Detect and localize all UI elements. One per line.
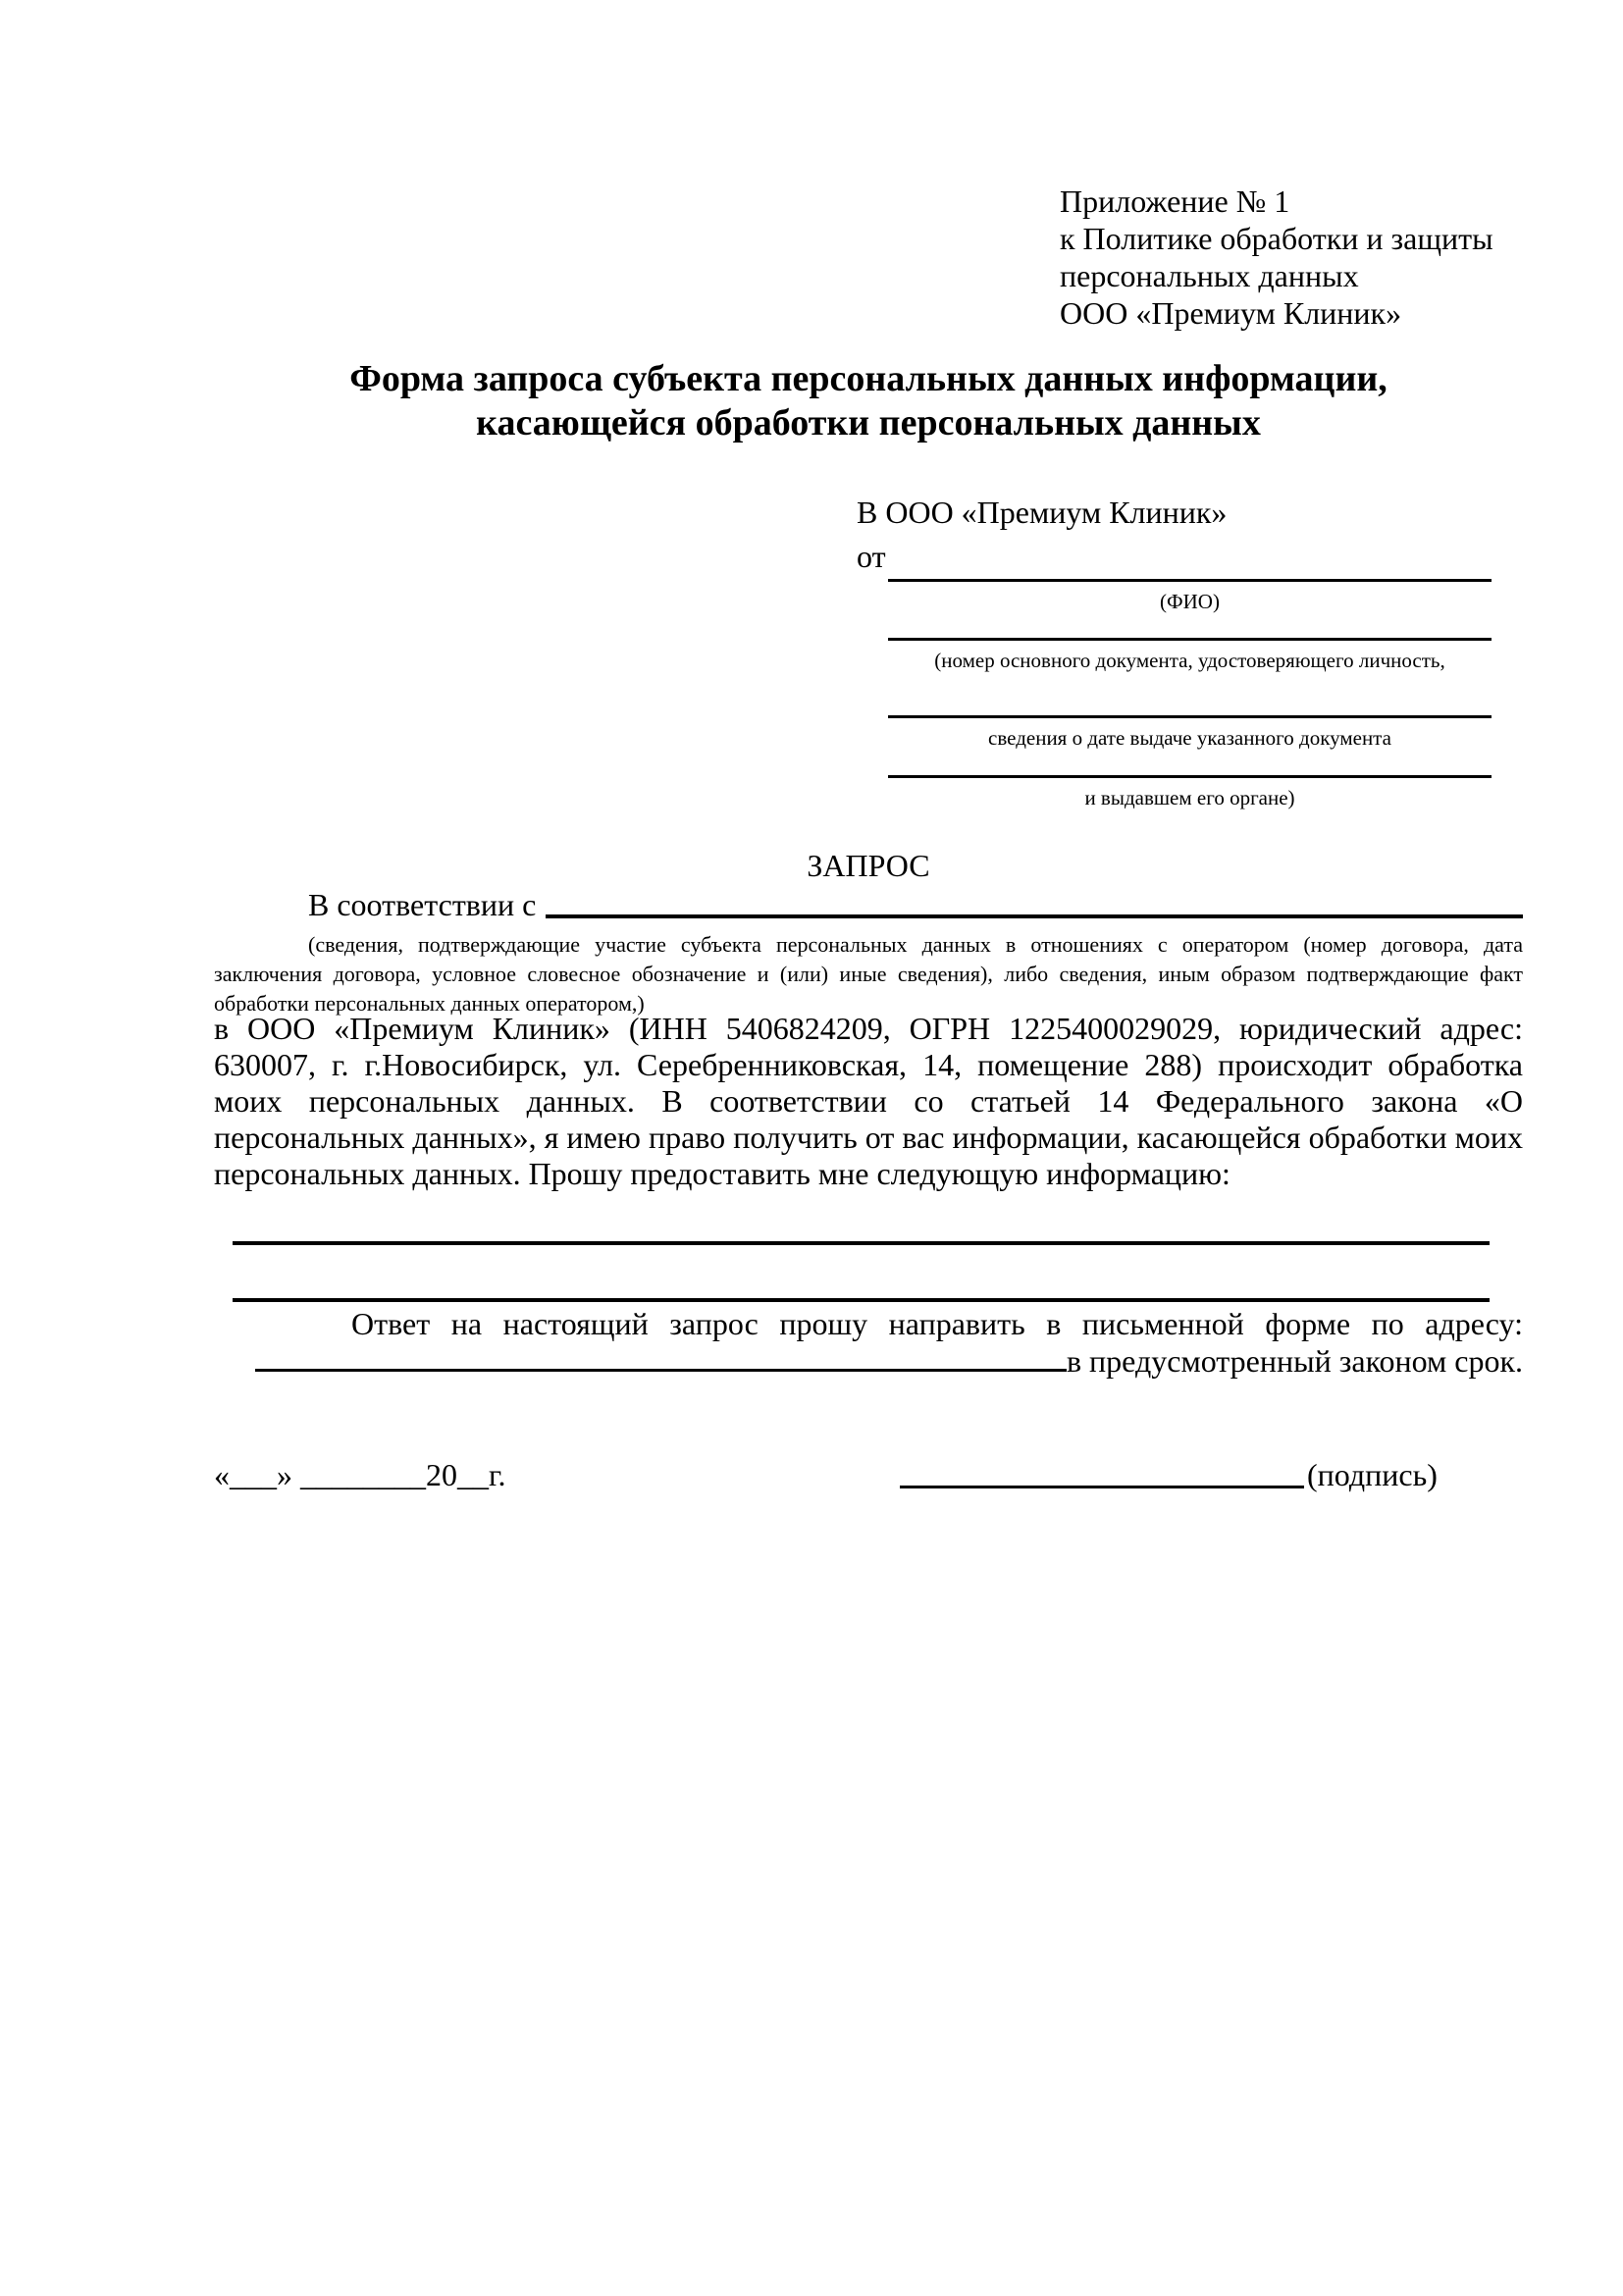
reply-address-row [214, 1342, 1523, 1382]
accordance-prefix: В соответствии с [308, 887, 537, 922]
info-blank-line-1 [233, 1241, 1490, 1245]
annex-block [1060, 183, 1493, 332]
signature-fill-line [900, 1486, 1304, 1488]
title-line-1: Форма запроса субъекта персональных данных информации, [349, 358, 1387, 399]
document-number-caption: (номер основного документа, удостоверяющего личность, [934, 649, 1445, 672]
fio-fill-line [888, 579, 1492, 582]
accordance-fill-line [546, 885, 1523, 918]
signature-caption: (подпись) [1307, 1457, 1438, 1492]
title-line-2: касающейся обработки персональных данных [476, 402, 1261, 444]
document-number-fill-line [888, 638, 1492, 641]
accordance-row [214, 885, 1523, 924]
issuing-authority-fill-line [888, 775, 1492, 778]
request-heading: ЗАПРОС [807, 848, 930, 883]
annex-line: персональных данных [1060, 258, 1359, 293]
document-title [214, 357, 1523, 445]
footnote-paragraph: (сведения, подтверждающие участие субъекта персональных данных в отношениях с оператором (номер договора, дата заключения договора, условное словесное обозначение и (или) иные сведения), либо сведения, иным образом подтверждающие факт обработки персональных данных оператором,) [214, 932, 1523, 1016]
reply-request-line: Ответ на настоящий запрос прошу направить в письменной форме по адресу: [351, 1306, 1523, 1341]
signature-row [214, 1456, 1523, 1515]
fio-caption: (ФИО) [1160, 590, 1220, 613]
info-blank-line-2 [233, 1298, 1490, 1302]
reply-tail-text: в предусмотренный законом срок. [1066, 1343, 1523, 1379]
annex-line: к Политике обработки и защиты [1060, 221, 1493, 256]
address-fill-line [255, 1342, 1067, 1372]
body-paragraph: в ООО «Премиум Клиник» (ИНН 5406824209, ОГРН 1225400029029, юридический адрес: 630007, г. г.Новосибирск, ул. Серебренниковская, 14, помещение 288) происходит обработка моих персональных данных. В соответствии со статьей 14 Федерального закона «О персональных данных», я имею право получить от вас информации, касающейся обработки моих персональных данных. Прошу предоставить мне следующую информацию: [214, 1011, 1523, 1191]
issue-date-fill-line [888, 715, 1492, 718]
date-blank-text: «___» ________20__г. [214, 1457, 506, 1492]
addressee-block [857, 491, 1227, 579]
annex-line: ООО «Премиум Клиник» [1060, 295, 1402, 331]
annex-line: Приложение № 1 [1060, 183, 1290, 219]
issuing-authority-caption: и выдавшем его органе) [1084, 786, 1295, 809]
issue-date-caption: сведения о дате выдаче указанного документа [988, 726, 1391, 750]
addressee-to: В ООО «Премиум Клиник» [857, 495, 1228, 530]
addressee-from: от [857, 539, 886, 574]
